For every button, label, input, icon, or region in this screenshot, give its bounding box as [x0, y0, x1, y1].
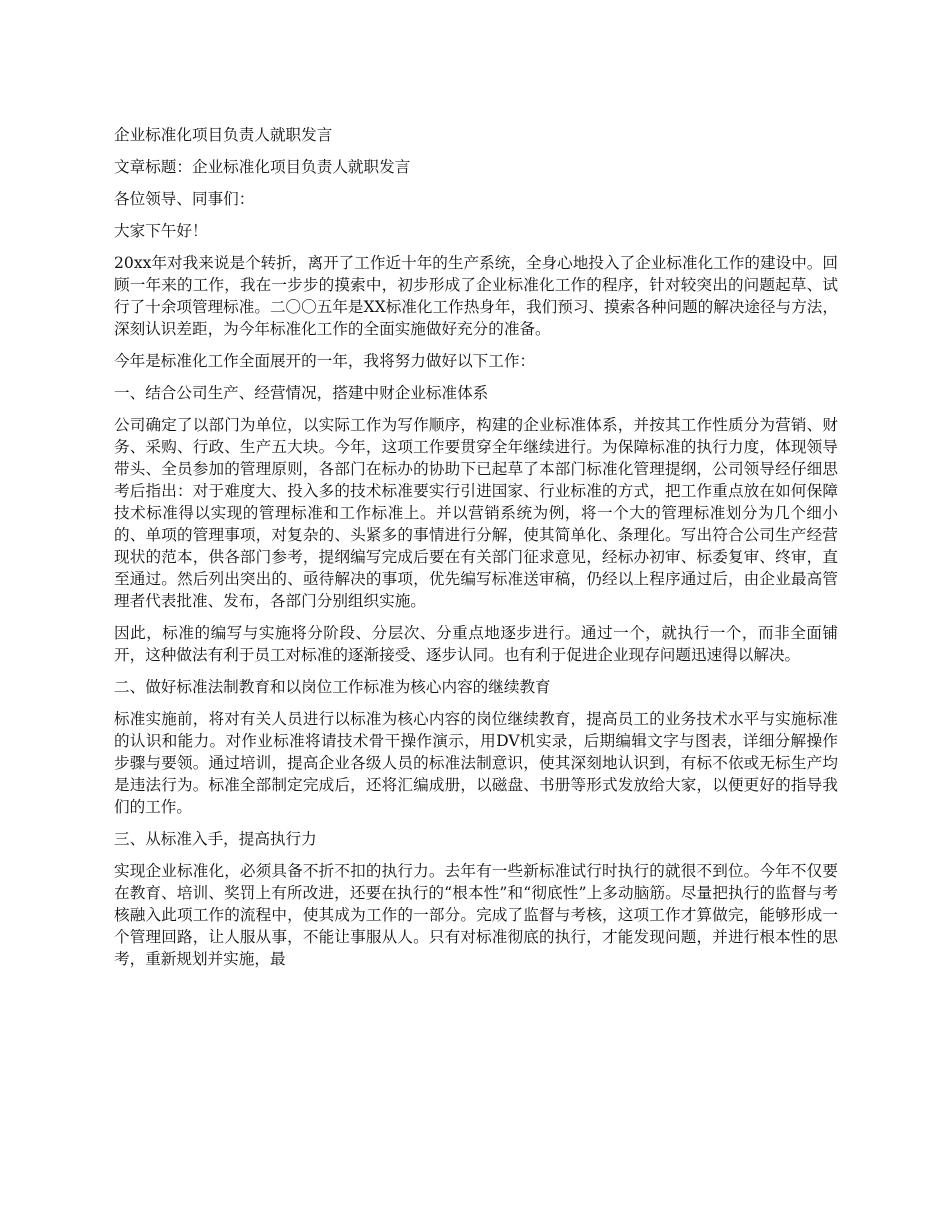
document-page	[114, 124, 838, 980]
greeting: 大家下午好！	[114, 222, 208, 240]
paragraph-plan: 今年是标准化工作全面展开的一年，我将努力做好以下工作：	[114, 352, 536, 370]
section-heading-2: 二、做好标准法制教育和以岗位工作标准为核心内容的继续教育	[114, 678, 551, 696]
paragraph-section-1-conclusion: 因此，标准的编写与实施将分阶段、分层次、分重点地逐步进行。通过一个，就执行一个，而非全面铺开，这种做法有利于员工对标准的逐渐接受、逐步认同。也有利于促进企业现存问题迅速得以解决。	[114, 624, 838, 664]
document-title: 企业标准化项目负责人就职发言	[114, 126, 333, 144]
section-heading-1: 一、结合公司生产、经营情况，搭建中财企业标准体系	[114, 384, 489, 402]
paragraph-section-1: 公司确定了以部门为单位，以实际工作为写作顺序，构建的企业标准体系，并按其工作性质分为营销、财务、采购、行政、生产五大块。今年，这项工作要贯穿全年继续进行。为保障标准的执行力度，体现领导带头、全员参加的管理原则，各部门在标办的协助下已起草了本部门标准化管理提纲，公司领导经仔细思考后指出：对于难度大、投入多的技术标准要实行引进国家、行业标准的方式，把工作重点放在如何保障技术标准得以实现的管理标准和工作标准上。并以营销系统为例，将一个大的管理标准划分为几个细小的、单项的管理事项，对复杂的、头紧多的事情进行分解，使其简单化、条理化。写出符合公司生产经营现状的范本，供各部门参考，提纲编写完成后要在有关部门征求意见，经标办初审、标委复审、终审，直至通过。然后列出突出的、亟待解决的事项，优先编写标准送审稿，仍经以上程序通过后，由企业最高管理者代表批准、发布，各部门分别组织实施。	[114, 416, 838, 610]
section-heading-3: 三、从标准入手，提高执行力	[114, 830, 317, 848]
document-subtitle: 文章标题：企业标准化项目负责人就职发言	[114, 158, 411, 176]
salutation: 各位领导、同事们：	[114, 190, 255, 208]
paragraph-section-2: 标准实施前，将对有关人员进行以标准为核心内容的岗位继续教育，提高员工的业务技术水平与实施标准的认识和能力。对作业标准将请技术骨干操作演示，用DV机实录，后期编辑文字与图表，详细分解操作步骤与要领。通过培训，提高企业各级人员的标准法制意识，使其深刻地认识到，有标不依或无标生产均是违法行为。标准全部制定完成后，还将汇编成册，以磁盘、书册等形式发放给大家，以便更好的指导我们的工作。	[114, 710, 838, 816]
paragraph-intro: 20xx年对我来说是个转折，离开了工作近十年的生产系统，全身心地投入了企业标准化工作的建设中。回顾一年来的工作，我在一步步的摸索中，初步形成了企业标准化工作的程序，针对较突出的问题起草、试行了十余项管理标准。二〇〇五年是XX标准化工作热身年，我们预习、摸索各种问题的解决途径与方法，深刻认识差距，为今年标准化工作的全面实施做好充分的准备。	[114, 254, 838, 338]
paragraph-section-3: 实现企业标准化，必须具备不折不扣的执行力。去年有一些新标准试行时执行的就很不到位。今年不仅要在教育、培训、奖罚上有所改进，还要在执行的“根本性”和“彻底性”上多动脑筋。尽量把执行的监督与考核融入此项工作的流程中，使其成为工作的一部分。完成了监督与考核，这项工作才算做完，能够形成一个管理回路，让人服从事，不能让事服从人。只有对标准彻底的执行，才能发现问题，并进行根本性的思考，重新规划并实施，最	[114, 862, 838, 968]
